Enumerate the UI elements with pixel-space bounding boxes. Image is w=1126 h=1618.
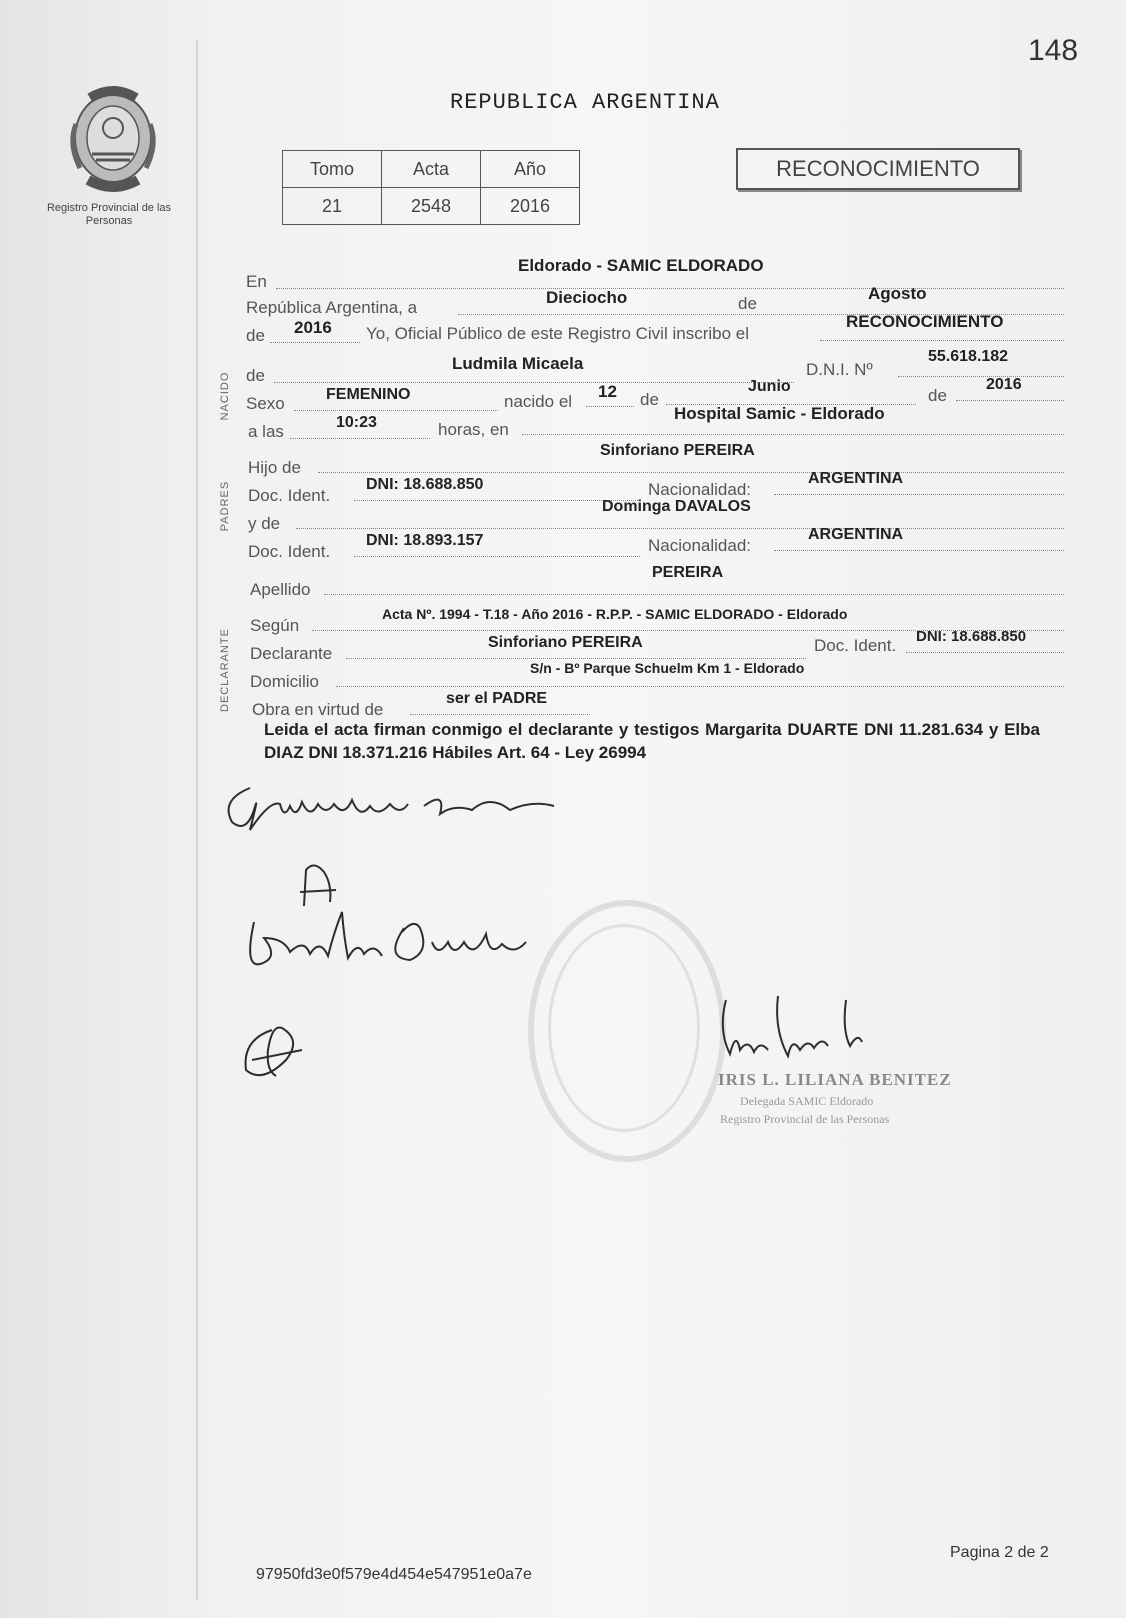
child-name-value: Ludmila Micaela: [452, 354, 584, 373]
witness-signature: [224, 898, 544, 988]
dotted-line: [290, 438, 430, 439]
obra-value: ser el PADRE: [446, 690, 548, 707]
document-hash: 97950fd3e0f579e4d454e547951e0a7e: [256, 1566, 532, 1583]
declarante-label: Declarante: [250, 644, 333, 663]
padres-section-label: PADRES: [219, 480, 231, 532]
mother-name-value: Dominga DAVALOS: [602, 498, 751, 515]
acta-header: Acta: [382, 151, 481, 188]
dotted-line: [410, 714, 590, 715]
background-watermark: [370, 1170, 496, 1308]
apellido-label: Apellido: [250, 580, 311, 599]
dotted-line: [354, 500, 640, 501]
closing-note: Leida el acta firman conmigo el declarante y testigos Margarita DUARTE DNI 11.281.634 y Elba DIAZ DNI 18.371.216 Hábiles Art. 64 - Ley 26994: [264, 720, 1040, 762]
dotted-line: [774, 550, 1064, 551]
act-type-value: RECONOCIMIENTO: [846, 312, 1004, 331]
dotted-line: [274, 382, 794, 383]
address-value: S/n - Bº Parque Schuelm Km 1 - Eldorado: [530, 660, 805, 676]
dotted-line: [318, 472, 1064, 473]
dotted-line: [774, 494, 1064, 495]
mother-nationality-value: ARGENTINA: [808, 526, 904, 543]
registry-label: Registro Provincial de las Personas: [46, 202, 172, 227]
father-name-value: Sinforiano PEREIRA: [600, 442, 755, 459]
year-value: 2016: [294, 318, 332, 337]
anio-header: Año: [481, 151, 580, 188]
de-label: de: [738, 294, 757, 313]
nacionalidad-label: Nacionalidad:: [648, 480, 752, 499]
official-role: Delegada SAMIC Eldorado: [740, 1094, 874, 1108]
record-type-box: RECONOCIMIENTO: [736, 148, 1020, 190]
declarante-name-value: Sinforiano PEREIRA: [488, 634, 643, 651]
page-indicator: Pagina 2 de 2: [950, 1544, 1049, 1561]
declarant-signature: [210, 770, 570, 840]
page-fold: [196, 40, 198, 1600]
dotted-line: [820, 340, 1064, 341]
doc-ident-label: Doc. Ident.: [814, 636, 897, 655]
birth-time-value: 10:23: [336, 414, 377, 431]
official-signature: [716, 990, 896, 1070]
mother-doc-value: DNI: 18.893.157: [366, 532, 484, 549]
birth-place-value: Hospital Samic - Eldorado: [674, 404, 885, 423]
birth-day-value: 12: [598, 382, 617, 401]
obra-label: Obra en virtud de: [252, 700, 384, 719]
de-label: de: [246, 366, 265, 385]
dni-label: D.N.I. Nº: [806, 360, 873, 379]
official-organization: Registro Provincial de las Personas: [720, 1112, 890, 1126]
horas-en-label: horas, en: [438, 420, 509, 439]
place-value: Eldorado - SAMIC ELDORADO: [518, 256, 764, 275]
official-stamp-inner: [548, 924, 700, 1132]
month-value: Agosto: [868, 284, 927, 303]
birth-year-value: 2016: [986, 376, 1022, 393]
declarante-section-label: DECLARANTE: [219, 628, 231, 712]
nacido-el-label: nacido el: [504, 392, 573, 411]
child-dni-value: 55.618.182: [928, 348, 1009, 365]
republica-label: República Argentina, a: [246, 298, 418, 317]
de-label: de: [640, 390, 659, 409]
dotted-line: [522, 434, 1064, 435]
dotted-line: [906, 652, 1064, 653]
dotted-line: [324, 594, 1064, 595]
domicilio-label: Domicilio: [250, 672, 319, 691]
sexo-value: FEMENINO: [326, 386, 411, 403]
sexo-label: Sexo: [246, 394, 285, 413]
dotted-line: [956, 400, 1064, 401]
doc-ident-label: Doc. Ident.: [248, 486, 331, 505]
de-label: de: [246, 326, 265, 345]
country-title: REPUBLICA ARGENTINA: [450, 90, 720, 115]
father-nationality-value: ARGENTINA: [808, 470, 904, 487]
dotted-line: [296, 528, 1064, 529]
segun-label: Según: [250, 616, 300, 635]
dotted-line: [270, 342, 360, 343]
segun-value: Acta Nº. 1994 - T.18 - Año 2016 - R.P.P. - SAMIC ELDORADO - Eldorado: [382, 606, 848, 622]
dotted-line: [346, 658, 806, 659]
page-number: 148: [1028, 34, 1079, 67]
father-doc-value: DNI: 18.688.850: [366, 476, 484, 493]
dotted-line: [898, 376, 1064, 377]
a-las-label: a las: [248, 422, 284, 441]
dotted-line: [276, 288, 1064, 289]
province-seal-logo: [62, 84, 164, 196]
dotted-line: [354, 556, 640, 557]
nacido-section-label: NACIDO: [219, 371, 231, 421]
acta-value: 2548: [382, 188, 481, 225]
birth-month-value: Junio: [748, 378, 791, 395]
official-name: IRIS L. LILIANA BENITEZ: [718, 1070, 952, 1089]
day-value: Dieciocho: [546, 288, 628, 307]
de-label: de: [928, 386, 947, 405]
hijo-de-label: Hijo de: [248, 458, 301, 477]
record-table: [282, 150, 580, 225]
witness-second-signature: [232, 1020, 312, 1090]
statement-text: Yo, Oficial Público de este Registro Civil inscribo el: [366, 324, 749, 343]
doc-ident-label: Doc. Ident.: [248, 542, 331, 561]
tomo-header: Tomo: [283, 151, 382, 188]
apellido-value: PEREIRA: [652, 564, 724, 581]
y-de-label: y de: [248, 514, 281, 533]
dotted-line: [336, 686, 1064, 687]
anio-value: 2016: [481, 188, 580, 225]
declarante-doc-value: DNI: 18.688.850: [916, 628, 1027, 645]
nacionalidad-label: Nacionalidad:: [648, 536, 752, 555]
dotted-line: [586, 406, 634, 407]
tomo-value: 21: [283, 188, 382, 225]
dotted-line: [294, 410, 498, 411]
en-label: En: [246, 272, 267, 291]
